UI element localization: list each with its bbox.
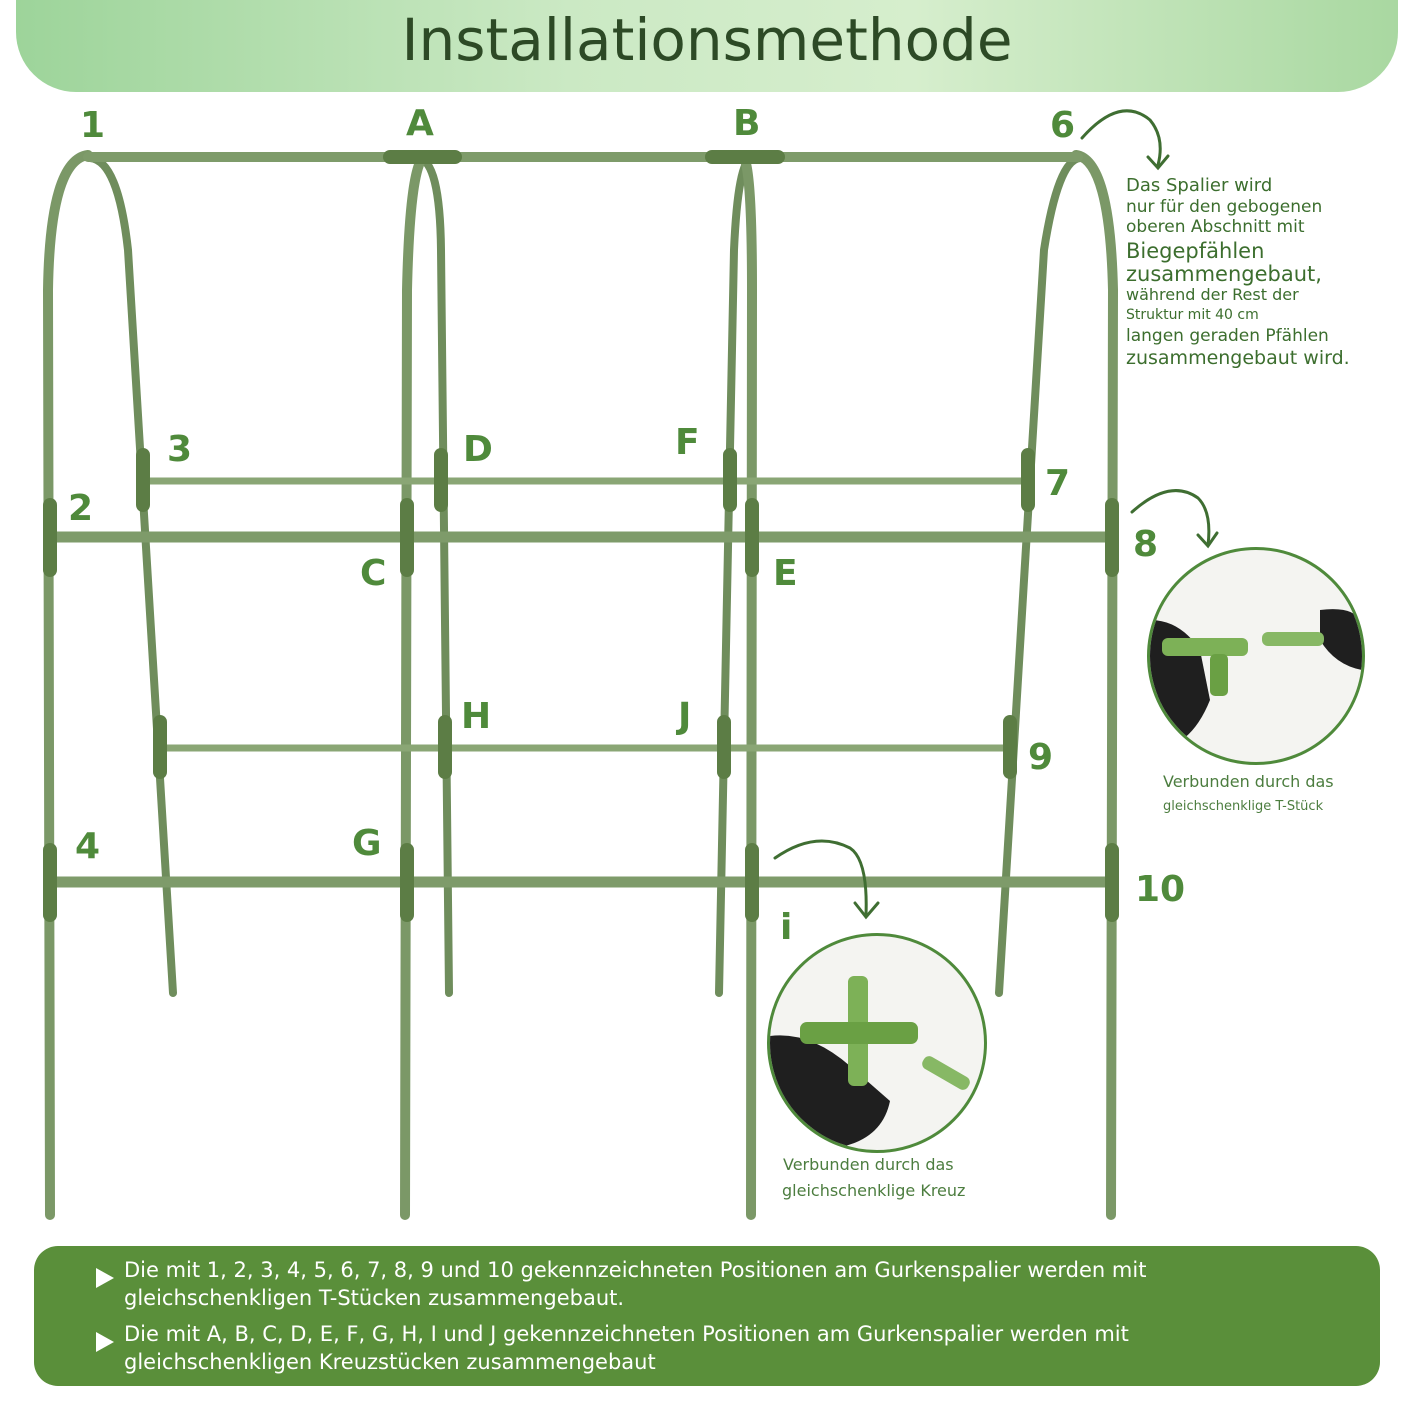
cross-caption-line-1: Verbunden durch das — [783, 1155, 954, 1174]
instructions-banner — [34, 1246, 1380, 1386]
bullet-arrow-icon — [96, 1268, 114, 1288]
cross-connector-illustration — [770, 936, 984, 1150]
front-pole-left — [48, 155, 88, 1215]
back-frame — [90, 158, 1080, 993]
front-pole-a — [405, 155, 426, 1215]
note-line-4: Biegepfählen — [1126, 239, 1265, 264]
note-line-1: Das Spalier wird — [1126, 175, 1273, 196]
note-line-2: nur für den gebogenen — [1126, 196, 1323, 217]
tee-caption-line-1: Verbunden durch das — [1163, 772, 1334, 791]
page-title: Installationsmethode — [401, 6, 1013, 74]
cross-caption-line-2: gleichschenklige Kreuz — [782, 1181, 966, 1200]
note-line-8: langen geraden Pfählen — [1126, 326, 1329, 347]
note-line-3: oberen Abschnitt mit — [1126, 216, 1305, 237]
cross-connector-photo — [767, 933, 987, 1153]
label-8: 8 — [1133, 524, 1159, 565]
back-rails — [143, 481, 1028, 748]
tee-connector-illustration — [1150, 550, 1362, 762]
label-6: 6 — [1050, 105, 1076, 146]
bullet-cross-text: Die mit A, B, C, D, E, F, G, H, I und J gekennzeichneten Positionen am Gurkenspalier werden mit gleichschenkligen Kreuzstücken zusammengebaut — [124, 1322, 1129, 1374]
label-i: i — [780, 907, 793, 948]
label-h: H — [461, 696, 492, 737]
front-pole-right — [1076, 155, 1113, 1215]
tee-caption-line-2: gleichschenklige T-Stück — [1163, 799, 1324, 814]
label-g: G — [352, 823, 382, 864]
label-3: 3 — [167, 429, 193, 470]
note-line-6: während der Rest der — [1126, 284, 1299, 304]
label-a: A — [406, 103, 434, 144]
back-pole-right — [999, 158, 1080, 993]
note-line-9: zusammengebaut wird. — [1126, 346, 1350, 369]
label-j: J — [678, 696, 692, 737]
bullet-arrow-icon — [96, 1332, 114, 1352]
tee-connector-photo — [1147, 547, 1365, 765]
bullet-cross — [100, 1320, 1320, 1376]
bullet-tee — [100, 1256, 1320, 1312]
assembly-note — [1126, 175, 1350, 370]
label-9: 9 — [1028, 737, 1054, 778]
label-2: 2 — [68, 488, 94, 529]
note-line-5: zusammengebaut, — [1126, 261, 1322, 286]
label-c: C — [360, 553, 387, 594]
label-f: F — [675, 422, 700, 463]
bullet-tee-text: Die mit 1, 2, 3, 4, 5, 6, 7, 8, 9 und 10 gekennzeichneten Positionen am Gurkenspalier werden mit gleichschenkligen T-Stücken zusammengebaut. — [124, 1258, 1147, 1310]
back-pole-left — [90, 158, 173, 993]
label-1: 1 — [80, 105, 106, 146]
label-7: 7 — [1045, 463, 1071, 504]
front-pole-b — [742, 155, 752, 1215]
label-b: B — [733, 103, 761, 144]
note-line-7: Struktur mit 40 cm — [1126, 306, 1259, 323]
label-4: 4 — [75, 826, 101, 867]
label-10: 10 — [1135, 869, 1186, 910]
front-rails — [52, 537, 1110, 882]
label-d: D — [463, 429, 493, 470]
label-e: E — [773, 553, 798, 594]
back-pole-a — [418, 158, 449, 993]
